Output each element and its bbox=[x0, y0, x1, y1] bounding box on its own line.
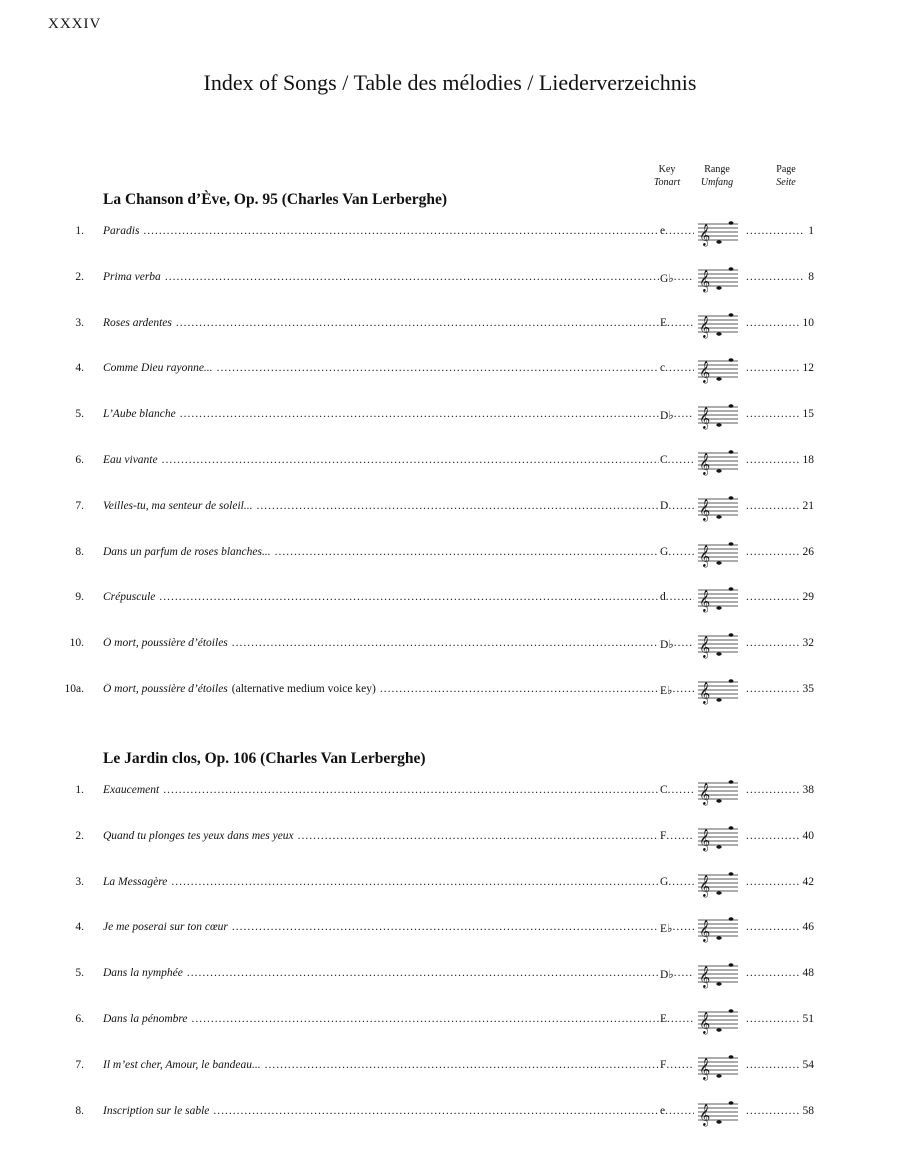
dot-leader bbox=[672, 921, 694, 935]
dot-leader bbox=[666, 830, 694, 842]
song-alt-note: (alternative medium voice key) bbox=[231, 683, 376, 695]
page-value: 10 bbox=[802, 316, 814, 329]
song-page bbox=[746, 1013, 814, 1025]
dot-leader bbox=[665, 362, 694, 374]
dot-leader bbox=[217, 362, 659, 374]
song-title: L’Aube blanche bbox=[103, 408, 176, 421]
key-value: G bbox=[660, 875, 669, 888]
column-header-page bbox=[768, 163, 804, 189]
page-value: 40 bbox=[802, 829, 814, 842]
dot-leader bbox=[298, 830, 659, 842]
dot-leader bbox=[746, 876, 799, 888]
song-key bbox=[660, 1013, 694, 1025]
dot-leader bbox=[668, 876, 694, 888]
song-number: 1. bbox=[75, 784, 84, 796]
table-row bbox=[0, 913, 900, 943]
dot-leader bbox=[213, 1105, 659, 1117]
page-value: 12 bbox=[802, 362, 814, 375]
page-value: 32 bbox=[802, 637, 814, 650]
song-title: Je me poserai sur ton cœur bbox=[103, 921, 228, 934]
song-title: Exaucement bbox=[103, 784, 160, 796]
svg-text:𝄞: 𝄞 bbox=[699, 874, 711, 897]
section-heading: La Chanson d’Ève, Op. 95 (Charles Van Lerberghe) bbox=[103, 191, 448, 208]
range-staff-icon bbox=[697, 583, 739, 613]
song-title: Comme Dieu rayonne... bbox=[103, 362, 213, 375]
page-value: 8 bbox=[808, 270, 814, 283]
song-number: 7. bbox=[75, 499, 84, 512]
key-value: D♭ bbox=[660, 410, 674, 423]
svg-text:𝄞: 𝄞 bbox=[699, 269, 711, 292]
dot-leader bbox=[746, 784, 799, 796]
song-entry bbox=[103, 546, 659, 558]
song-entry bbox=[103, 1059, 659, 1071]
song-entry bbox=[103, 225, 659, 237]
section-heading: Le Jardin clos, Op. 106 (Charles Van Lerberghe) bbox=[103, 750, 426, 767]
svg-text:𝄞: 𝄞 bbox=[699, 966, 711, 989]
song-page bbox=[746, 784, 814, 796]
dot-leader bbox=[176, 317, 659, 329]
dot-leader bbox=[746, 1105, 799, 1117]
table-row bbox=[0, 583, 900, 613]
range-staff-icon bbox=[697, 776, 739, 806]
table-row bbox=[0, 629, 900, 659]
dot-leader bbox=[746, 454, 799, 466]
dot-leader bbox=[746, 1013, 799, 1025]
dot-leader bbox=[380, 683, 659, 695]
song-page bbox=[746, 921, 814, 933]
key-value: G bbox=[660, 545, 669, 558]
song-page bbox=[746, 271, 814, 283]
song-key bbox=[660, 876, 694, 888]
song-number: 10. bbox=[69, 637, 84, 650]
song-number: 4. bbox=[75, 921, 84, 934]
song-page bbox=[746, 1105, 814, 1117]
svg-text:𝄞: 𝄞 bbox=[699, 544, 711, 567]
song-title: Prima verba bbox=[103, 270, 161, 283]
song-title: Dans un parfum de roses blanches... bbox=[103, 545, 271, 558]
song-number: 4. bbox=[75, 362, 84, 375]
song-number: 6. bbox=[75, 454, 84, 466]
table-row bbox=[0, 822, 900, 852]
song-number: 3. bbox=[75, 875, 84, 888]
dot-leader bbox=[275, 546, 659, 558]
table-row bbox=[0, 309, 900, 339]
svg-text:𝄞: 𝄞 bbox=[699, 315, 711, 338]
range-staff-icon bbox=[697, 913, 739, 943]
song-key bbox=[660, 683, 694, 697]
song-key bbox=[660, 784, 694, 796]
page-value: 15 bbox=[802, 408, 814, 421]
song-title: Roses ardentes bbox=[103, 316, 172, 329]
song-page bbox=[746, 591, 814, 603]
table-row bbox=[0, 675, 900, 705]
dot-leader bbox=[746, 967, 799, 979]
song-title: Eau vivante bbox=[103, 454, 158, 466]
song-title: Crépuscule bbox=[103, 591, 156, 604]
dot-leader bbox=[192, 1013, 659, 1025]
dot-leader bbox=[666, 1059, 694, 1071]
song-entry bbox=[103, 830, 659, 842]
song-entry bbox=[103, 1105, 659, 1117]
svg-text:𝄞: 𝄞 bbox=[699, 224, 711, 246]
column-header-range bbox=[696, 163, 738, 189]
song-page bbox=[746, 637, 814, 649]
key-value: F bbox=[660, 1058, 667, 1071]
key-value: E♭ bbox=[660, 923, 673, 936]
dot-leader bbox=[746, 830, 799, 842]
column-range-sub: Umfang bbox=[700, 177, 734, 188]
dot-leader bbox=[674, 637, 694, 651]
dot-leader bbox=[668, 500, 694, 512]
key-value: E♭ bbox=[660, 685, 673, 697]
song-number: 8. bbox=[75, 545, 84, 558]
column-page-sub: Seite bbox=[776, 177, 796, 188]
column-header-key bbox=[650, 163, 684, 189]
page-value: 54 bbox=[802, 1058, 814, 1071]
dot-leader bbox=[265, 1059, 659, 1071]
song-entry bbox=[103, 876, 659, 888]
range-staff-icon bbox=[697, 1097, 739, 1127]
song-key bbox=[660, 921, 694, 935]
dot-leader bbox=[746, 683, 799, 695]
dot-leader bbox=[232, 921, 659, 933]
svg-text:𝄞: 𝄞 bbox=[699, 682, 711, 704]
key-value: D♭ bbox=[660, 639, 674, 652]
song-number: 10a. bbox=[64, 683, 84, 695]
page-value: 48 bbox=[802, 967, 814, 980]
song-title: Paradis bbox=[103, 225, 140, 237]
dot-leader bbox=[668, 784, 694, 796]
song-title: Ô mort, poussière d’étoiles bbox=[103, 683, 228, 695]
song-page bbox=[746, 876, 814, 888]
dot-leader bbox=[665, 1105, 694, 1117]
dot-leader bbox=[667, 1013, 694, 1025]
range-staff-icon bbox=[697, 400, 739, 430]
range-staff-icon bbox=[697, 309, 739, 339]
dot-leader bbox=[672, 683, 694, 697]
song-page bbox=[746, 225, 814, 237]
song-entry bbox=[103, 967, 659, 979]
table-row bbox=[0, 446, 900, 476]
range-staff-icon bbox=[697, 675, 739, 705]
song-entry bbox=[103, 500, 659, 512]
range-staff-icon bbox=[697, 538, 739, 568]
dot-leader bbox=[187, 967, 659, 979]
dot-leader bbox=[746, 362, 799, 374]
song-number: 1. bbox=[75, 225, 84, 237]
song-entry bbox=[103, 317, 659, 329]
range-staff-icon bbox=[697, 446, 739, 476]
song-entry bbox=[103, 454, 659, 466]
table-row bbox=[0, 959, 900, 989]
key-value: D♭ bbox=[660, 969, 674, 982]
svg-text:𝄞: 𝄞 bbox=[699, 407, 711, 430]
range-staff-icon bbox=[697, 263, 739, 293]
svg-text:𝄞: 𝄞 bbox=[699, 361, 711, 384]
range-staff-icon bbox=[697, 1005, 739, 1035]
song-entry bbox=[103, 921, 659, 933]
range-staff-icon bbox=[697, 492, 739, 522]
song-number: 6. bbox=[75, 1013, 84, 1025]
page-value: 18 bbox=[802, 454, 814, 466]
page-value: 29 bbox=[802, 591, 814, 604]
page-value: 38 bbox=[802, 784, 814, 796]
song-page bbox=[746, 683, 814, 695]
song-entry bbox=[103, 362, 659, 374]
key-value: C bbox=[660, 784, 668, 796]
svg-text:𝄞: 𝄞 bbox=[699, 1103, 711, 1126]
song-page bbox=[746, 317, 814, 329]
song-key bbox=[660, 1059, 694, 1071]
range-staff-icon bbox=[697, 1051, 739, 1081]
song-title: Inscription sur le sable bbox=[103, 1104, 210, 1117]
song-entry bbox=[103, 637, 659, 649]
song-entry bbox=[103, 591, 659, 603]
song-key bbox=[660, 637, 694, 651]
key-value: D bbox=[660, 499, 669, 512]
song-key bbox=[660, 591, 694, 603]
range-staff-icon bbox=[697, 217, 739, 247]
song-page bbox=[746, 546, 814, 558]
song-entry bbox=[103, 271, 659, 283]
svg-text:𝄞: 𝄞 bbox=[699, 828, 711, 851]
song-key bbox=[660, 454, 694, 466]
key-value: e bbox=[660, 1104, 666, 1117]
song-title: Il m’est cher, Amour, le bandeau... bbox=[103, 1058, 261, 1071]
dot-leader bbox=[746, 225, 804, 237]
song-key bbox=[660, 830, 694, 842]
dot-leader bbox=[674, 967, 694, 981]
key-value: G♭ bbox=[660, 272, 674, 285]
page-value: 42 bbox=[802, 875, 814, 888]
dot-leader bbox=[746, 637, 799, 649]
svg-text:𝄞: 𝄞 bbox=[699, 590, 711, 613]
key-value: C bbox=[660, 454, 668, 466]
song-key bbox=[660, 1105, 694, 1117]
song-number: 3. bbox=[75, 316, 84, 329]
song-page bbox=[746, 454, 814, 466]
song-number: 9. bbox=[75, 591, 84, 604]
page-number: XXXIV bbox=[48, 16, 102, 32]
song-key bbox=[660, 225, 694, 237]
table-row bbox=[0, 538, 900, 568]
dot-leader bbox=[746, 317, 799, 329]
page-value: 46 bbox=[802, 921, 814, 934]
song-title: Dans la nymphée bbox=[103, 967, 183, 980]
song-key bbox=[660, 362, 694, 374]
dot-leader bbox=[232, 637, 659, 649]
song-page bbox=[746, 408, 814, 420]
range-staff-icon bbox=[697, 959, 739, 989]
song-number: 8. bbox=[75, 1104, 84, 1117]
page-value: 35 bbox=[802, 683, 814, 695]
song-title: Veilles-tu, ma senteur de soleil... bbox=[103, 499, 253, 512]
dot-leader bbox=[143, 225, 659, 237]
svg-text:𝄞: 𝄞 bbox=[699, 920, 711, 943]
song-page bbox=[746, 500, 814, 512]
table-row bbox=[0, 354, 900, 384]
song-number: 2. bbox=[75, 270, 84, 283]
dot-leader bbox=[256, 500, 659, 512]
dot-leader bbox=[668, 546, 694, 558]
dot-leader bbox=[162, 454, 659, 466]
dot-leader bbox=[165, 271, 659, 283]
song-key bbox=[660, 317, 694, 329]
range-staff-icon bbox=[697, 822, 739, 852]
song-page bbox=[746, 967, 814, 979]
dot-leader bbox=[666, 591, 694, 603]
song-title: Quand tu plonges tes yeux dans mes yeux bbox=[103, 829, 294, 842]
song-entry bbox=[103, 683, 659, 695]
table-row bbox=[0, 1051, 900, 1081]
page-value: 26 bbox=[802, 545, 814, 558]
dot-leader bbox=[746, 1059, 799, 1071]
song-page bbox=[746, 830, 814, 842]
page-value: 51 bbox=[802, 1013, 814, 1025]
dot-leader bbox=[746, 271, 804, 283]
table-row bbox=[0, 776, 900, 806]
song-key bbox=[660, 967, 694, 981]
column-page-label: Page bbox=[776, 164, 796, 175]
dot-leader bbox=[668, 454, 694, 466]
svg-text:𝄞: 𝄞 bbox=[699, 453, 711, 475]
key-value: c bbox=[660, 362, 666, 375]
key-value: F bbox=[660, 829, 667, 842]
svg-text:𝄞: 𝄞 bbox=[699, 636, 711, 659]
svg-text:𝄞: 𝄞 bbox=[699, 783, 711, 805]
song-title: Dans la pénombre bbox=[103, 1013, 188, 1025]
column-key-label: Key bbox=[658, 164, 676, 175]
song-title: La Messagère bbox=[103, 875, 168, 888]
song-title: Ô mort, poussière d’étoiles bbox=[103, 637, 228, 650]
song-key bbox=[660, 271, 694, 285]
dot-leader bbox=[746, 921, 799, 933]
svg-text:𝄞: 𝄞 bbox=[699, 1057, 711, 1080]
table-row bbox=[0, 400, 900, 430]
song-page bbox=[746, 362, 814, 374]
table-row bbox=[0, 868, 900, 898]
key-value: E bbox=[660, 316, 668, 329]
song-entry bbox=[103, 408, 659, 420]
dot-leader bbox=[746, 500, 799, 512]
page-title: Index of Songs / Table des mélodies / Liederverzeichnis bbox=[203, 70, 697, 95]
range-staff-icon bbox=[697, 354, 739, 384]
table-row bbox=[0, 1097, 900, 1127]
table-row bbox=[0, 217, 900, 247]
song-number: 2. bbox=[75, 829, 84, 842]
song-key bbox=[660, 500, 694, 512]
dot-leader bbox=[674, 271, 694, 285]
dot-leader bbox=[746, 408, 799, 420]
key-value: d bbox=[660, 591, 666, 604]
page-value: 58 bbox=[802, 1104, 814, 1117]
song-entry bbox=[103, 784, 659, 796]
page-value: 1 bbox=[808, 225, 814, 237]
song-entry bbox=[103, 1013, 659, 1025]
dot-leader bbox=[171, 876, 659, 888]
range-staff-icon bbox=[697, 629, 739, 659]
dot-leader bbox=[163, 784, 659, 796]
song-page bbox=[746, 1059, 814, 1071]
dot-leader bbox=[674, 408, 694, 422]
dot-leader bbox=[665, 225, 694, 237]
song-number: 7. bbox=[75, 1058, 84, 1071]
page-value: 21 bbox=[802, 499, 814, 512]
dot-leader bbox=[180, 408, 659, 420]
song-number: 5. bbox=[75, 967, 84, 980]
dot-leader bbox=[746, 546, 799, 558]
table-row bbox=[0, 492, 900, 522]
song-number: 5. bbox=[75, 408, 84, 421]
table-row bbox=[0, 263, 900, 293]
key-value: E bbox=[660, 1013, 668, 1025]
dot-leader bbox=[159, 591, 659, 603]
column-key-sub: Tonart bbox=[653, 177, 681, 188]
song-key bbox=[660, 408, 694, 422]
dot-leader bbox=[746, 591, 799, 603]
svg-text:𝄞: 𝄞 bbox=[699, 1012, 711, 1034]
dot-leader bbox=[667, 317, 694, 329]
svg-text:𝄞: 𝄞 bbox=[699, 498, 711, 521]
song-key bbox=[660, 546, 694, 558]
table-row bbox=[0, 1005, 900, 1035]
column-range-label: Range bbox=[704, 164, 730, 175]
key-value: e bbox=[660, 225, 666, 237]
range-staff-icon bbox=[697, 868, 739, 898]
